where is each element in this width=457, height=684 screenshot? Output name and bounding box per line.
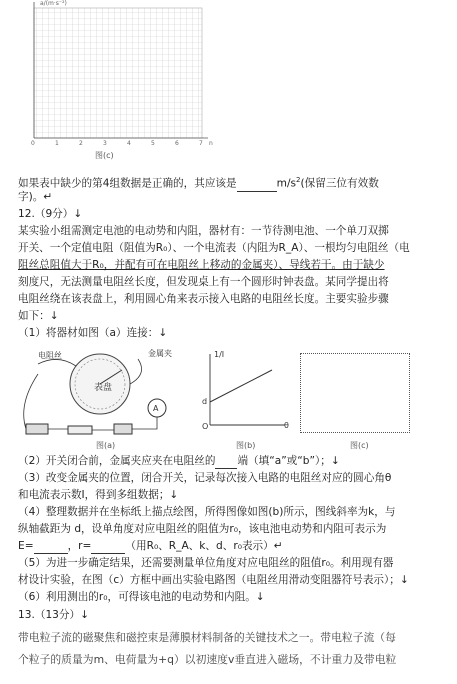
step-1: （1）将器材如图（a）连接：↓ [18, 327, 168, 339]
text-line: 纵轴截距为 d，设单角度对应电阻丝的阻值为r₀，该电池电动势和内阻可表示为 [18, 523, 387, 535]
text-line: 如下：↓ [18, 310, 59, 322]
top-graph-y-label: a/(m·s⁻²) [40, 0, 67, 7]
answer-line-e: E= ，r= （用R₀、R_A、k、d、r₀表示）↵ [18, 540, 283, 552]
figure-b-caption: 图(b) [236, 441, 256, 450]
figure-a-caption: 图(a) [96, 441, 116, 450]
top-graph [24, 0, 214, 160]
figure-a-wire-label: 电阻丝 [38, 351, 62, 360]
text-line: 字)。↵ [18, 191, 53, 203]
figure-b-x-label: θ [284, 421, 289, 430]
answer-blank-r[interactable] [91, 540, 125, 554]
answer-line-1: 如果表中缺少的第4组数据是正确的，其应该是 $m/s^2$(保留三位有效数 [18, 176, 379, 190]
text-line: 阻丝总阻值大于R₀，并配有可在电阻丝上移动的金属夹）、导线若干。由于缺少 [18, 259, 385, 271]
step-5: （5）为进一步确定结果，还需要测量单位角度对应电阻丝的阻值r₀。利用现有器 [18, 557, 394, 569]
x-tick: 3 [103, 140, 107, 147]
x-tick: 2 [79, 140, 83, 147]
step-6: （6）利用测出的r₀，可得该电池的电动势和内阻。↓ [18, 591, 265, 603]
x-tick: 4 [127, 140, 131, 147]
figure-b-intercept: d [202, 397, 208, 406]
step-3: （3）改变金属夹的位置，闭合开关，记录每次接入电路的电阻丝对应的圆心角θ [18, 472, 392, 484]
text-line: 电阻丝绕在该表盘上，利用圆心角来表示接入电路的电阻丝长度。主要实验步骤 [18, 293, 389, 305]
step-4: （4）整理数据并在坐标纸上描点绘图，所得图像如图(b)所示，图线斜率为k，与 [18, 506, 396, 518]
question-number: 12.（9分）↓ [18, 208, 83, 220]
figure-b-y-label: 1/I [214, 350, 225, 359]
step-2: （2）开关闭合前，金属夹应夹在电阻丝的 端（填“a”或“b”）；↓ [18, 455, 340, 467]
text-line: 开关、一个定值电阻（阻值为R₀）、一个电流表（内阻为R_A）、一根均匀电阻丝（电 [18, 242, 410, 254]
text-line: 某实验小组需测定电池的电动势和内阻，器材有：一节待测电池、一个单刀双掷 [18, 225, 389, 237]
answer-blank[interactable] [237, 178, 277, 192]
text-line: 刻度尺，无法测量电阻丝长度，但发现桌上有一个圆形时钟表盘。某同学提出将 [18, 276, 389, 288]
figure-b-graph [200, 350, 290, 435]
x-tick: 7 [199, 140, 203, 147]
top-graph-caption: 图(c) [95, 151, 114, 160]
x-tick: 5 [151, 140, 155, 147]
text-line: 和电流表示数I，得到多组数据；↓ [18, 489, 179, 501]
x-axis-label: n [209, 140, 213, 147]
answer-blank-e[interactable] [34, 540, 68, 554]
answer-blank[interactable] [215, 455, 237, 469]
figure-b-line [210, 370, 272, 402]
question-number: 13.（13分）↓ [18, 609, 89, 621]
figure-c-caption: 图(c) [350, 441, 369, 450]
text-line: 带电粒子流的磁聚焦和磁控束是薄膜材料制备的关键技术之一。带电粒子流（每 [18, 631, 396, 644]
x-tick: 6 [175, 140, 179, 147]
x-tick: 1 [55, 140, 59, 147]
figure-b-origin: O [202, 422, 209, 431]
figure-c-box[interactable] [300, 353, 410, 433]
figure-a-clip-label: 金属夹 [148, 349, 172, 358]
svg-text:A: A [153, 404, 159, 413]
text-line: 材设计实验，在图（c）方框中画出实验电路图（电阻丝用滑动变阻器符号表示）；↓ [18, 574, 409, 586]
figure-a-dial-label: 表盘 [94, 383, 113, 393]
text-line: 个粒子的质量为m、电荷量为+q）以初速度v垂直进入磁场，不计重力及带电粒 [18, 653, 397, 666]
x-tick: 0 [31, 140, 35, 147]
